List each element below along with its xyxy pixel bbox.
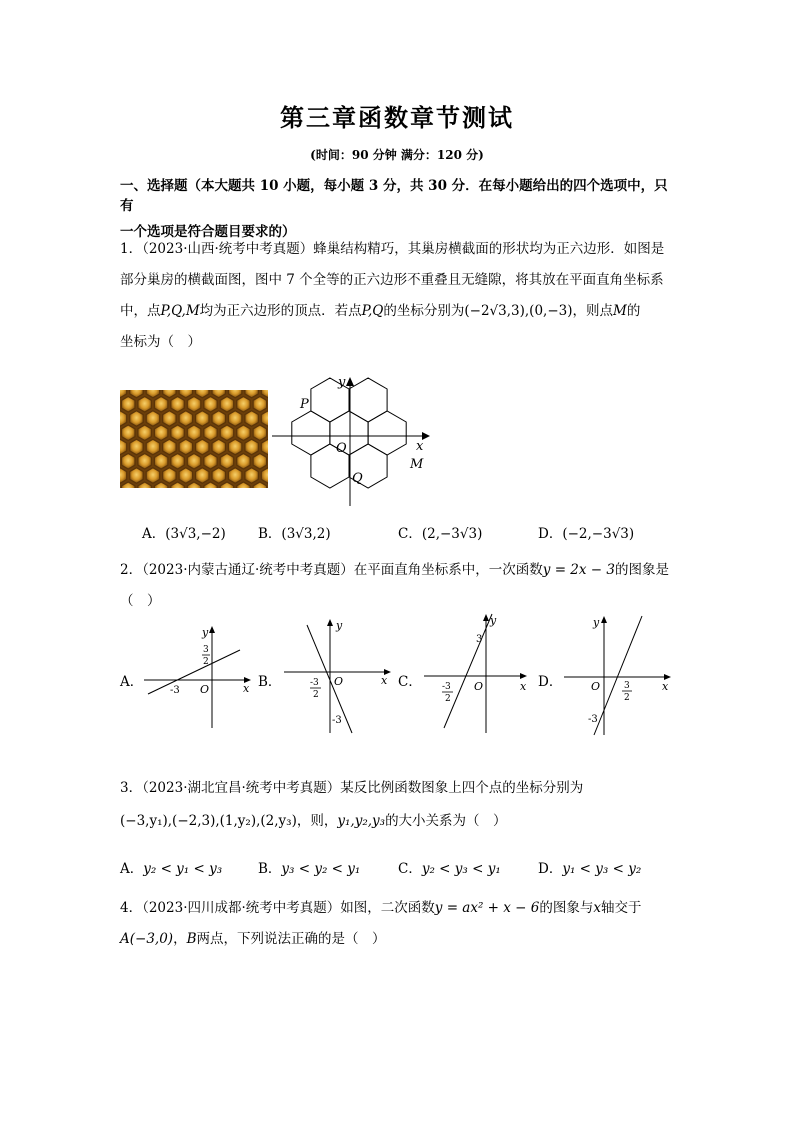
honeycomb-cell — [163, 468, 177, 484]
graph-a-x-tick: -3 — [170, 685, 180, 696]
honeycomb-cell — [122, 397, 136, 413]
honeycomb-cell — [154, 425, 168, 441]
honeycomb-cell — [204, 454, 217, 470]
graph-b-x-tick-den: 2 — [313, 690, 319, 700]
question-3 — [120, 773, 680, 837]
q2-line1: 2．（2023·内蒙古通辽·统考中考真题）在平面直角坐标系中，一次函数y = 2x − 3的图象是 — [120, 562, 669, 578]
honeycomb-cell — [130, 411, 144, 427]
graph-b-y-label: y — [336, 619, 343, 632]
honeycomb-cell — [253, 425, 267, 441]
graph-c-x-tick-den: 2 — [445, 694, 451, 704]
graph-b-x-tick-num: -3 — [310, 678, 319, 688]
q3-line2: (−3,y₁),(−2,3),(1,y₂),(2,y₃)，则，y₁,y₂,y₃的大小关系为（ ） — [120, 813, 507, 829]
graph-c-line — [444, 614, 492, 728]
honeycomb-cell — [179, 439, 193, 455]
q3-line1: 3．（2023·湖北宜昌·统考中考真题）某反比例函数图象上四个点的坐标分别为 — [120, 780, 584, 796]
honeycomb-cell — [122, 425, 136, 441]
honeycomb-cell — [253, 397, 267, 413]
question-2 — [120, 555, 680, 617]
honeycomb-cell — [171, 397, 185, 413]
origin-label: O — [336, 441, 347, 456]
honeycomb-cell — [220, 425, 234, 441]
honeycomb-cell — [228, 411, 242, 427]
honeycomb-cell — [245, 411, 259, 427]
q3-option-d[interactable]: D．y₁ < y₃ < y₂ — [538, 861, 642, 877]
q2-graph-b — [280, 615, 395, 735]
honeycomb-cell — [187, 454, 201, 470]
honeycomb-cell — [212, 411, 226, 427]
honeycomb-cell — [179, 468, 193, 484]
point-m-label: M — [410, 457, 424, 472]
q1-line2: 部分巢房的横截面图，图中 7 个全等的正六边形不重叠且无缝隙，将其放在平面直角坐标系 — [120, 272, 664, 288]
honeycomb-cell — [146, 411, 160, 427]
honeycomb-cell — [171, 425, 185, 441]
graph-c-y-arrow — [483, 614, 489, 621]
q4-line2: A(−3,0)，B两点，下列说法正确的是（ ） — [120, 931, 386, 947]
hexagon-figure — [272, 372, 432, 510]
honeycomb-cell — [212, 468, 226, 484]
q1-line1: 1．（2023·山西·统考中考真题）蜂巢结构精巧，其巢房横截面的形状均为正六边形．如图是 — [120, 241, 665, 257]
x-axis-label: x — [416, 439, 424, 454]
graph-c-x-arrow — [520, 673, 527, 679]
honeycomb-cell — [163, 439, 177, 455]
hexagon-cell — [368, 411, 406, 455]
graph-b-y-arrow — [327, 619, 333, 626]
honeycomb-cell — [130, 439, 144, 455]
honeycomb-cell — [220, 454, 234, 470]
graph-d-line — [594, 616, 642, 735]
section-header — [120, 176, 680, 242]
q3-option-c[interactable]: C．y₂ < y₃ < y₁ — [398, 861, 501, 877]
honeycomb-cell — [237, 397, 251, 413]
graph-c-x-label: x — [520, 680, 527, 693]
honeycomb-cell — [196, 439, 210, 455]
graph-a-origin: O — [200, 683, 210, 696]
honeycomb-cell — [204, 397, 217, 413]
q1-option-b[interactable]: B．(3√3,2) — [258, 526, 331, 542]
q2-option-a[interactable]: A． — [120, 674, 144, 690]
honeycomb-cell — [138, 397, 152, 413]
q1-option-d[interactable]: D．(−2,−3√3) — [538, 526, 635, 542]
y-axis-arrow — [346, 377, 354, 386]
graph-c-origin: O — [474, 680, 484, 693]
q3-option-a[interactable]: A．y₂ < y₁ < y₃ — [120, 861, 223, 877]
section-header-line2: 一个选项是符合题目要求的） — [120, 224, 296, 240]
graph-a-y-tick-den: 2 — [203, 657, 209, 667]
honeycomb-cell — [122, 454, 136, 470]
graph-a-line — [148, 650, 240, 694]
honeycomb-cell — [253, 454, 267, 470]
honeycomb-cell — [146, 468, 160, 484]
q2-graph-c — [420, 610, 535, 735]
q1-line4: 坐标为（ ） — [120, 334, 201, 350]
q1-line3: 中，点P,Q,M均为正六边形的顶点．若点P,Q的坐标分别为(−2√3,3),(0,−3)，则点M的 — [120, 303, 641, 319]
graph-b-origin: O — [334, 675, 344, 688]
honeycomb-cell — [212, 439, 226, 455]
honeycomb-cell — [245, 468, 259, 484]
hexagon-cell — [349, 378, 387, 422]
hexagon-grid — [292, 378, 406, 488]
honeycomb-cell — [228, 439, 242, 455]
graph-a-y-tick-num: 3 — [203, 645, 209, 655]
question-4 — [120, 893, 680, 955]
graph-d-x-tick-den: 2 — [624, 693, 630, 703]
q2-line2: （ ） — [120, 593, 161, 609]
question-1 — [120, 234, 680, 358]
honeycomb-cell — [220, 397, 234, 413]
graph-a-y-label: y — [202, 626, 209, 639]
q2-graph-d — [560, 612, 675, 737]
honeycomb-cell — [163, 411, 177, 427]
q3-option-b[interactable]: B．y₃ < y₂ < y₁ — [258, 861, 361, 877]
honeycomb-cell — [138, 454, 152, 470]
q2-option-c[interactable]: C． — [398, 674, 422, 690]
point-q-label: Q — [352, 471, 363, 486]
honeycomb-cell — [179, 411, 193, 427]
graph-b-x-label: x — [381, 674, 388, 687]
point-p-label: P — [300, 397, 309, 412]
graph-d-origin: O — [591, 680, 601, 693]
honeycomb-cell — [196, 411, 210, 427]
q1-option-a[interactable]: A．(3√3,−2) — [142, 526, 226, 542]
graph-d-x-label: x — [662, 680, 669, 693]
honeycomb-cell — [187, 425, 201, 441]
y-axis-label: y — [338, 375, 346, 390]
honeycomb-cell — [245, 439, 259, 455]
honeycomb-cell — [154, 454, 168, 470]
graph-a-y-arrow — [209, 626, 215, 633]
q2-option-b[interactable]: B． — [258, 674, 282, 690]
hexagon-cell — [292, 411, 330, 455]
honeycomb-cell — [228, 468, 242, 484]
graph-d-x-tick-num: 3 — [624, 681, 630, 691]
honeycomb-cell — [146, 439, 160, 455]
q2-option-d[interactable]: D． — [538, 674, 563, 690]
q4-line1: 4．（2023·四川成都·统考中考真题）如图，二次函数y = ax² + x − 6的图象与x轴交于 — [120, 900, 642, 916]
page-title: 第三章函数章节测试 — [280, 104, 514, 132]
graph-c-y-label: y — [490, 614, 497, 627]
exam-info: (时间：90 分钟 满分：120 分) — [310, 148, 484, 162]
honeycomb-cell — [187, 397, 201, 413]
honeycomb-cell — [204, 425, 217, 441]
honeycomb-cell — [196, 468, 210, 484]
graph-d-y-arrow — [601, 616, 607, 623]
q1-option-c[interactable]: C．(2,−3√3) — [398, 526, 483, 542]
graph-c-y-tick: 3 — [476, 634, 483, 645]
honeycomb-cell — [237, 454, 251, 470]
graph-d-y-label: y — [593, 616, 600, 629]
graph-c-x-tick-num: -3 — [442, 682, 451, 692]
honeycomb-cell — [154, 397, 168, 413]
honeycomb-photo — [120, 390, 268, 488]
graph-d-y-tick: -3 — [588, 714, 598, 725]
section-header-line1: 一、选择题（本大题共 10 小题，每小题 3 分，共 30 分．在每小题给出的四个选项中，只有 — [120, 178, 668, 214]
graph-a-x-label: x — [243, 682, 250, 695]
honeycomb-cell — [130, 468, 144, 484]
q2-graph-a — [140, 620, 255, 730]
honeycomb-cell — [237, 425, 251, 441]
honeycomb-cell — [138, 425, 152, 441]
honeycomb-cell — [171, 454, 185, 470]
graph-b-y-tick: -3 — [332, 715, 342, 726]
